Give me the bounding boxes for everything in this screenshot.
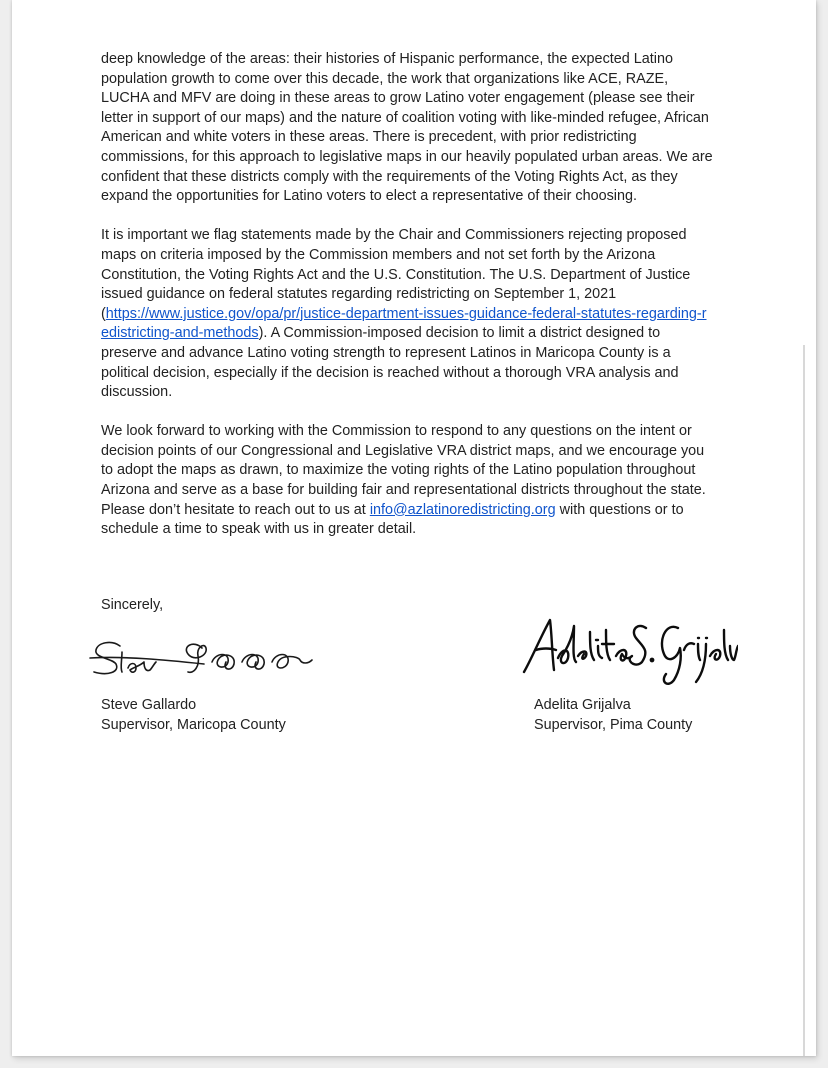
doj-link-text-part1: https://www.justice.gov/opa/pr/justice-department-issues-guidance-federal-statutes-regarding-r [105, 305, 707, 322]
text-line: We look forward to working with the Commission to respond to any questions on the intent or [101, 423, 692, 440]
text-line: maps on criteria imposed by the Commission members and not set forth by the Arizona [101, 246, 656, 263]
text-line: preserve and advance Latino voting strength to represent Latinos in Maricopa County is a [101, 344, 671, 361]
text-line: deep knowledge of the areas: their histories of Hispanic performance, the expected Latino [101, 51, 673, 67]
text-line: Constitution, the Voting Rights Act and the U.S. Constitution. The U.S. Department of Justice [101, 266, 691, 283]
doj-link-text-part2: edistricting-and-methods [101, 325, 259, 342]
signer-block-grijalva [534, 695, 692, 735]
paragraph-commission-statements [101, 226, 741, 402]
text-line: expand the opportunities for Latino voters to elect a representative of their choosing. [101, 188, 637, 205]
paragraph-request [101, 422, 741, 540]
text-line: ). A Commission-imposed decision to limit a district designed to [258, 325, 661, 342]
letter-body [101, 50, 741, 559]
text-line: confident that these districts comply with the requirements of the Voting Rights Act, as they [101, 168, 678, 185]
text-line: It is important we flag statements made by the Chair and Commissioners rejecting proposed [101, 227, 687, 244]
text-line: American and white voters in these areas. There is precedent, with prior redistricting [101, 129, 637, 146]
text-line: Please don’t hesitate to reach out to us at [101, 501, 370, 518]
scrollbar-track[interactable] [803, 345, 805, 1056]
letter-page [12, 0, 816, 1056]
signer-block-gallardo [101, 695, 286, 735]
closing-salutation: Sincerely, [101, 597, 164, 613]
text-line: population growth to come over this decade, the work that organizations like ACE, RAZE, [101, 70, 669, 87]
text-line: LUCHA and MFV are doing in these areas to grow Latino voter engagement (please see their [101, 90, 695, 107]
text-line: commissions, for this approach to legislative maps in our heavily populated urban areas. We are [101, 148, 713, 165]
text-line: with questions or to [555, 501, 684, 518]
text-line: discussion. [101, 384, 173, 401]
paragraph-vra-districts [101, 50, 741, 207]
text-line: schedule a time to speak with us in greater detail. [101, 521, 417, 538]
text-line: political decision, especially if the decision is reached without a thorough VRA analysis and [101, 364, 679, 381]
signer-name: Steve Gallardo [101, 697, 197, 713]
text-line: decision points of our Congressional and Legislative VRA district maps, and we encourage you [101, 442, 705, 459]
signature-adelita-grijalva [518, 610, 738, 690]
text-line: letter in support of our maps) and the nature of coalition voting with like-minded refugee, African [101, 109, 709, 126]
open-paren: ( [101, 305, 106, 322]
signer-title: Supervisor, Maricopa County [101, 717, 286, 733]
text-line: issued guidance on federal statutes regarding redistricting on September 1, 2021 [101, 286, 617, 303]
signature-steve-gallardo [86, 634, 326, 682]
text-line: to adopt the maps as drawn, to maximize the voting rights of the Latino population throughout [101, 462, 696, 479]
email-link[interactable]: info@azlatinoredistricting.org [369, 501, 556, 518]
signer-name: Adelita Grijalva [534, 697, 631, 713]
signer-title: Supervisor, Pima County [534, 717, 693, 733]
text-line: Arizona and serve as a base for building fair and representational districts throughout the state. [101, 482, 706, 499]
